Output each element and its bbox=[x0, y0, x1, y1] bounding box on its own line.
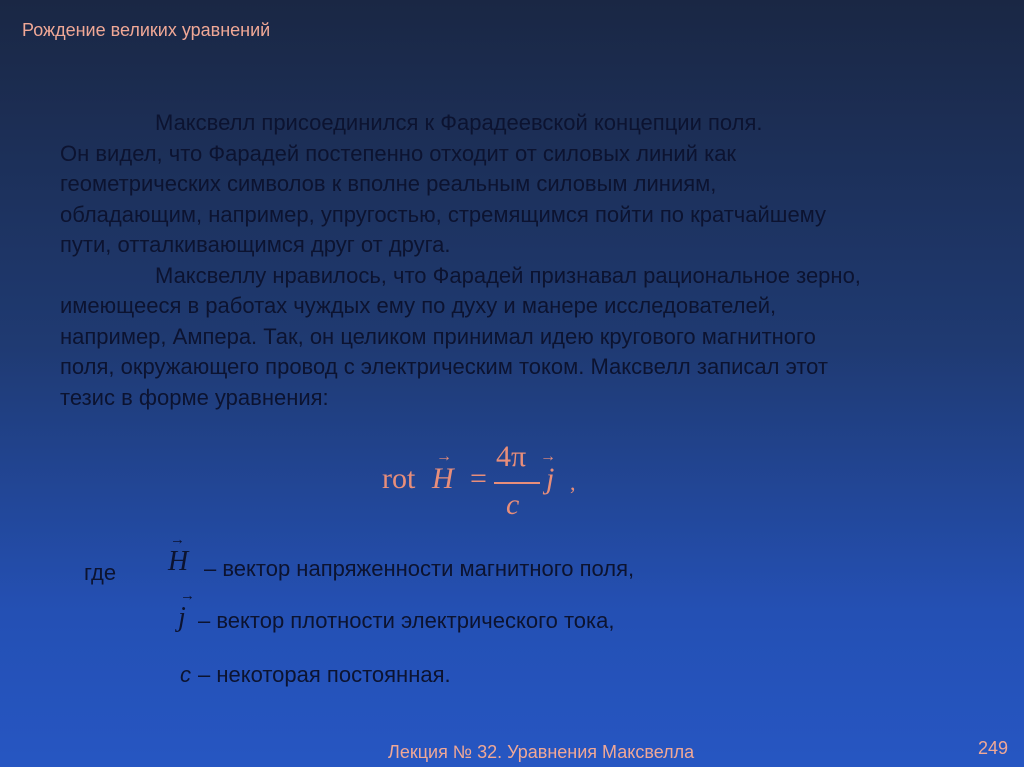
paragraph-1 bbox=[60, 108, 980, 261]
formula-h: H bbox=[432, 462, 454, 495]
body-text bbox=[60, 108, 980, 413]
text-line: Максвеллу нравилось, что Фарадей признавал рациональное зерно, bbox=[155, 262, 861, 288]
vector-arrow-icon: → bbox=[436, 448, 452, 465]
where-label: где bbox=[84, 560, 117, 585]
text-line: поля, окружающего провод с электрическим током. Максвелл записал этот bbox=[60, 354, 828, 379]
text-line: Он видел, что Фарадей постепенно отходит от силовых линий как bbox=[60, 140, 737, 166]
text-line: геометрических символов к вполне реальным силовым линиям, bbox=[60, 171, 717, 196]
vector-arrow-icon: → bbox=[540, 448, 556, 465]
definition-symbol-j bbox=[178, 588, 195, 634]
formula-rot: rot bbox=[382, 462, 416, 495]
text-line: пути, отталкивающимся друг от друга. bbox=[60, 232, 451, 257]
definition-text-h: – вектор напряженности магнитного поля, bbox=[204, 556, 635, 581]
text-line: имеющееся в работах чуждых ему по духу и манере исследователей, bbox=[60, 293, 777, 318]
formula-comma: , bbox=[570, 470, 576, 495]
definition-text-j: – вектор плотности электрического тока, bbox=[198, 608, 615, 633]
text-line: Максвелл присоединился к Фарадеевской концепции поля. bbox=[155, 110, 763, 135]
formula-denominator: c bbox=[506, 488, 520, 521]
header-title: Рождение великих уравнений bbox=[22, 20, 271, 40]
text-line: например, Ампера. Так, он целиком принимал идею кругового магнитного bbox=[60, 323, 816, 349]
definition-symbol-c: c bbox=[180, 662, 191, 687]
definition-text-c: – некоторая постоянная. bbox=[198, 662, 451, 687]
page-number: 249 bbox=[978, 738, 1009, 758]
vector-arrow-icon: → bbox=[180, 588, 195, 604]
paragraph-2 bbox=[60, 261, 980, 414]
formula-equals: = bbox=[470, 462, 487, 495]
symbol-text: H bbox=[168, 546, 189, 577]
formula-j: j bbox=[546, 462, 555, 495]
definition-symbol-h bbox=[168, 532, 189, 578]
footer-title: Лекция № 32. Уравнения Максвелла bbox=[388, 742, 695, 762]
text-line: тезис в форме уравнения: bbox=[60, 384, 329, 410]
formula-numerator: 4π bbox=[496, 440, 527, 473]
fraction-bar bbox=[494, 482, 540, 484]
vector-arrow-icon: → bbox=[170, 532, 185, 548]
text-line: обладающим, например, упругостью, стремящимся пойти по кратчайшему bbox=[60, 201, 827, 227]
symbol-text: j bbox=[178, 602, 186, 633]
